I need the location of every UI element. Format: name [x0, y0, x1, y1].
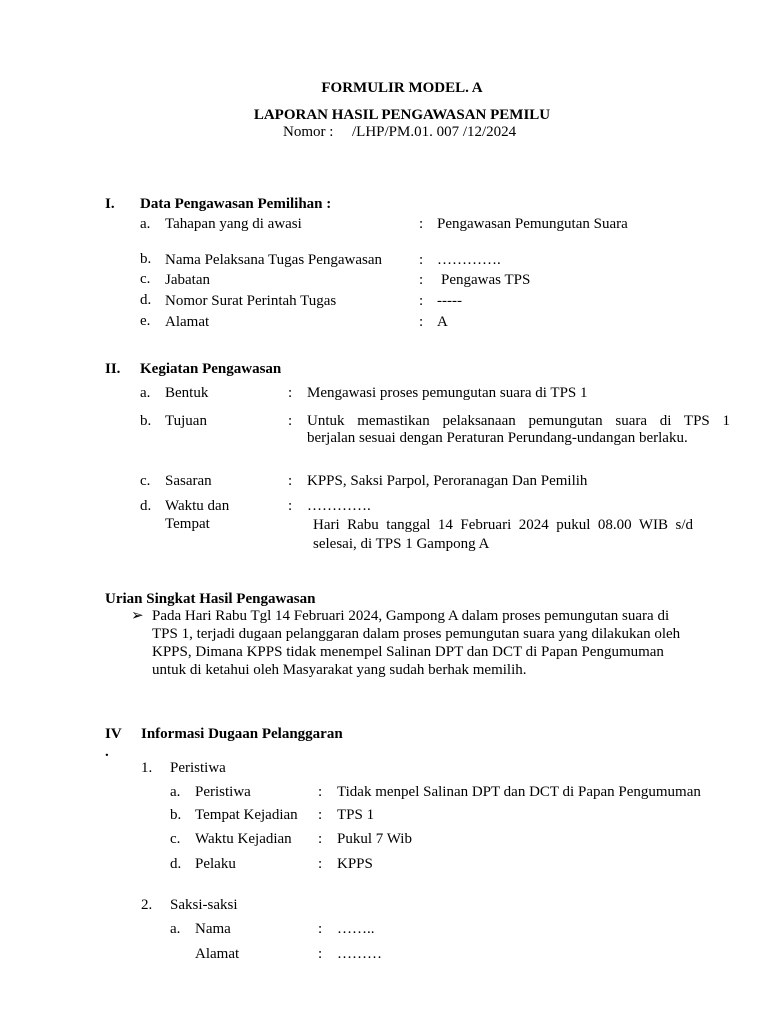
s2-row-b-letter: b.: [140, 413, 152, 429]
s2-row-c-sep: :: [288, 473, 293, 489]
i1-row-d-letter: d.: [170, 856, 182, 872]
nomor-value: /LHP/PM.01. 007 /12/2024: [352, 124, 517, 140]
i2-row-a-label: Nama: [195, 921, 231, 937]
s2-row-b-label: Tujuan: [165, 413, 207, 429]
item-2-number: 2.: [141, 897, 153, 913]
s1-row-d-label: Nomor Surat Perintah Tugas: [165, 293, 337, 309]
i2-row-a-value: ……..: [337, 921, 375, 937]
s2-row-d-value-line2: Hari Rabu tanggal 14 Februari 2024 pukul 08.00 WIB s/d: [313, 517, 693, 533]
s1-row-a-sep: :: [419, 216, 424, 232]
s2-row-d-sep: :: [288, 498, 293, 514]
s2-row-a-letter: a.: [140, 385, 151, 401]
summary-line-4: untuk di ketahui oleh Masyarakat yang sudah berhak memilih.: [152, 662, 527, 678]
section-1-title: Data Pengawasan Pemilihan :: [140, 196, 332, 212]
i1-row-c-sep: :: [318, 831, 323, 847]
summary-line-3: KPPS, Dimana KPPS tidak menempel Salinan DPT dan DCT di Papan Pengumuman: [152, 644, 664, 660]
i1-row-c-letter: c.: [170, 831, 181, 847]
s2-row-b-value-line2: berjalan sesuai dengan Peraturan Perundang-undangan berlaku.: [307, 430, 688, 446]
i1-row-b-label: Tempat Kejadian: [195, 807, 298, 823]
i1-row-d-value: KPPS: [337, 856, 373, 872]
s2-row-d-letter: d.: [140, 498, 152, 514]
i1-row-d-label: Pelaku: [195, 856, 236, 872]
summary-line-1: Pada Hari Rabu Tgl 14 Februari 2024, Gampong A dalam proses pemungutan suara di: [152, 608, 670, 624]
s2-row-d-label-line2: Tempat: [165, 516, 210, 532]
i2-row-b-label: Alamat: [195, 946, 240, 962]
s2-row-c-value: KPPS, Saksi Parpol, Peroranagan Dan Pemilih: [307, 473, 588, 489]
i1-row-a-letter: a.: [170, 784, 181, 800]
s2-row-c-label: Sasaran: [165, 473, 212, 489]
s1-row-c-letter: c.: [140, 271, 151, 287]
s2-row-d-label-line1: Waktu dan: [165, 498, 230, 514]
s1-row-e-letter: e.: [140, 313, 151, 329]
section-1-number: I.: [105, 196, 115, 212]
i2-row-b-value: ………: [337, 946, 382, 962]
section-4-title: Informasi Dugaan Pelanggaran: [141, 726, 343, 742]
i1-row-b-value: TPS 1: [337, 807, 375, 823]
s1-row-d-sep: :: [419, 293, 424, 309]
section-4-number: IV: [105, 726, 122, 742]
s1-row-a-value: Pengawasan Pemungutan Suara: [437, 216, 628, 232]
i1-row-d-sep: :: [318, 856, 323, 872]
s2-row-d-value-line1: ………….: [307, 498, 371, 514]
s1-row-a-label: Tahapan yang di awasi: [165, 216, 302, 232]
summary-line-2: TPS 1, terjadi dugaan pelanggaran dalam proses pemungutan suara yang dilakukan oleh: [152, 626, 681, 642]
i2-row-b-sep: :: [318, 946, 323, 962]
s1-row-e-sep: :: [419, 314, 424, 330]
s2-row-a-value: Mengawasi proses pemungutan suara di TPS 1: [307, 385, 588, 401]
i2-row-a-sep: :: [318, 921, 323, 937]
s2-row-b-sep: :: [288, 413, 293, 429]
s1-row-c-value: Pengawas TPS: [441, 272, 531, 288]
s2-row-a-label: Bentuk: [165, 385, 209, 401]
i1-row-b-letter: b.: [170, 807, 182, 823]
s2-row-b-value-line1: Untuk memastikan pelaksanaan pemungutan suara di TPS 1: [307, 413, 730, 429]
section-3-title: Urian Singkat Hasil Pengawasan: [105, 591, 316, 607]
s1-row-a-letter: a.: [140, 216, 151, 232]
i1-row-b-sep: :: [318, 807, 323, 823]
s1-row-b-label: Nama Pelaksana Tugas Pengawasan: [165, 252, 383, 268]
s1-row-b-sep: :: [419, 252, 424, 268]
section-4-number-dot: .: [105, 744, 109, 760]
s1-row-d-value: -----: [437, 293, 462, 309]
report-title: LAPORAN HASIL PENGAWASAN PEMILU: [253, 107, 551, 123]
bullet-arrow-icon: ➢: [131, 608, 144, 624]
i1-row-a-value: Tidak menpel Salinan DPT dan DCT di Papan Pengumuman: [337, 784, 701, 800]
nomor-label: Nomor :: [283, 124, 334, 140]
section-2-title: Kegiatan Pengawasan: [140, 361, 282, 377]
s1-row-e-value: A: [437, 314, 448, 330]
item-2-title: Saksi-saksi: [170, 897, 238, 913]
s2-row-a-sep: :: [288, 385, 293, 401]
s1-row-b-value: ………….: [437, 252, 501, 268]
s1-row-c-label: Jabatan: [165, 272, 210, 288]
item-1-title: Peristiwa: [170, 760, 226, 776]
i1-row-c-label: Waktu Kejadian: [195, 831, 292, 847]
item-1-number: 1.: [141, 760, 153, 776]
s1-row-b-letter: b.: [140, 251, 152, 267]
i1-row-c-value: Pukul 7 Wib: [337, 831, 412, 847]
s1-row-d-letter: d.: [140, 292, 152, 308]
i1-row-a-sep: :: [318, 784, 323, 800]
s2-row-c-letter: c.: [140, 473, 151, 489]
section-2-number: II.: [105, 361, 121, 377]
s1-row-e-label: Alamat: [165, 314, 210, 330]
s2-row-d-value-line3: selesai, di TPS 1 Gampong A: [313, 536, 490, 552]
s1-row-c-sep: :: [419, 272, 424, 288]
form-title: FORMULIR MODEL. A: [321, 80, 483, 96]
i2-row-a-letter: a.: [170, 921, 181, 937]
i1-row-a-label: Peristiwa: [195, 784, 251, 800]
